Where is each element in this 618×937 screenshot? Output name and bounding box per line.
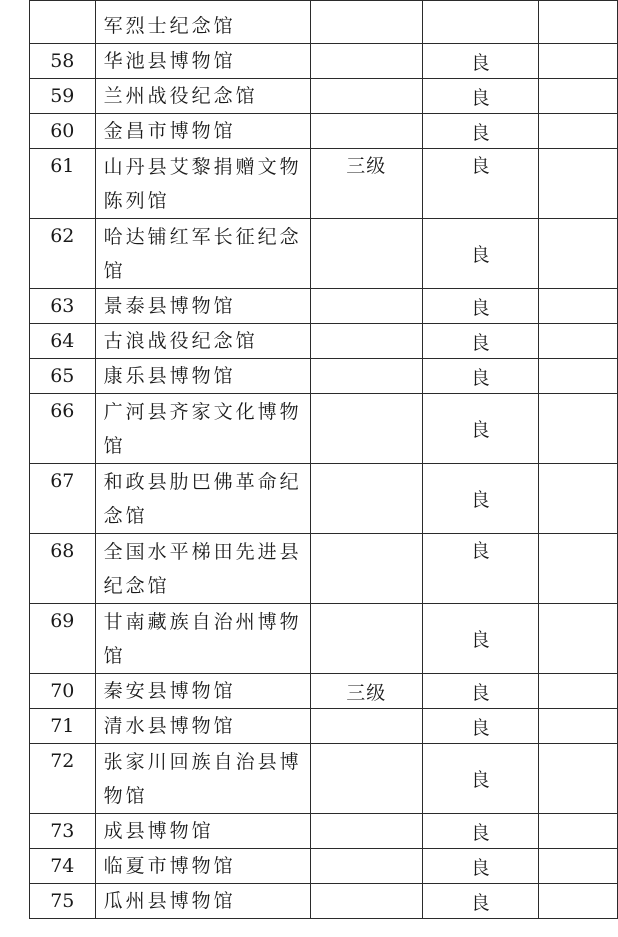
row-number-text: 61 <box>50 155 75 177</box>
note-cell <box>538 674 617 709</box>
row-number-cell <box>30 359 96 394</box>
assessment-grade-cell <box>422 394 538 464</box>
museum-name-cell <box>95 674 310 709</box>
museum-name-text: 景泰县博物馆 <box>103 295 236 317</box>
museum-level-cell <box>310 674 422 709</box>
row-number-text: 69 <box>50 610 75 632</box>
assessment-grade-text: 良 <box>470 331 490 354</box>
museum-level-cell <box>310 219 422 289</box>
note-cell <box>538 44 617 79</box>
assessment-grade-text: 良 <box>470 769 490 791</box>
museum-name-cell <box>95 884 310 919</box>
table-row <box>30 149 618 219</box>
museum-name-text: 张家川回族自治县博物馆 <box>103 750 302 807</box>
table-row <box>30 359 618 394</box>
assessment-grade-cell <box>422 149 538 219</box>
row-number-cell <box>30 394 96 464</box>
museum-name-text: 甘南藏族自治州博物馆 <box>103 610 302 667</box>
table-row <box>30 674 618 709</box>
museum-name-cell <box>95 464 310 534</box>
row-number-cell <box>30 674 96 709</box>
row-number-text: 70 <box>50 680 75 702</box>
note-cell <box>538 744 617 814</box>
assessment-grade-cell <box>422 884 538 919</box>
assessment-grade-text: 良 <box>470 540 490 562</box>
row-number-text: 75 <box>50 890 75 912</box>
table-row <box>30 464 618 534</box>
museum-name-cell <box>95 709 310 744</box>
row-number-cell <box>30 709 96 744</box>
assessment-grade-cell <box>422 79 538 114</box>
museum-level-text: 三级 <box>346 155 387 177</box>
note-cell <box>538 359 617 394</box>
assessment-grade-cell <box>422 44 538 79</box>
assessment-grade-cell <box>422 219 538 289</box>
table-row <box>30 44 618 79</box>
assessment-grade-cell <box>422 604 538 674</box>
note-cell <box>538 814 617 849</box>
table-row <box>30 814 618 849</box>
note-cell <box>538 1 617 44</box>
museum-name-cell <box>95 534 310 604</box>
table-row <box>30 79 618 114</box>
row-number-text: 68 <box>50 540 75 562</box>
table-row <box>30 289 618 324</box>
assessment-grade-cell <box>422 1 538 44</box>
row-number-cell <box>30 1 96 44</box>
museum-name-cell <box>95 814 310 849</box>
table-row <box>30 534 618 604</box>
row-number-cell <box>30 464 96 534</box>
museum-name-cell <box>95 394 310 464</box>
museum-name-text: 临夏市博物馆 <box>103 855 236 877</box>
assessment-grade-cell <box>422 709 538 744</box>
note-cell <box>538 394 617 464</box>
museum-name-cell <box>95 114 310 149</box>
museum-level-cell <box>310 289 422 324</box>
assessment-grade-text: 良 <box>470 821 490 844</box>
museum-level-cell <box>310 604 422 674</box>
note-cell <box>538 604 617 674</box>
assessment-grade-text: 良 <box>470 296 490 319</box>
museum-name-text: 金昌市博物馆 <box>103 120 236 142</box>
assessment-grade-text: 良 <box>470 244 490 266</box>
assessment-grade-cell <box>422 534 538 604</box>
museum-level-cell <box>310 149 422 219</box>
row-number-cell <box>30 79 96 114</box>
row-number-text: 66 <box>50 400 75 422</box>
assessment-grade-text: 良 <box>470 489 490 511</box>
row-number-cell <box>30 814 96 849</box>
assessment-grade-text: 良 <box>470 629 490 651</box>
museum-name-text: 康乐县博物馆 <box>103 365 236 387</box>
museum-level-cell <box>310 359 422 394</box>
museum-name-text: 山丹县艾黎捐赠文物陈列馆 <box>103 155 302 212</box>
note-cell <box>538 324 617 359</box>
museum-name-text: 古浪战役纪念馆 <box>103 330 258 352</box>
note-cell <box>538 709 617 744</box>
museum-name-cell <box>95 1 310 44</box>
table-row <box>30 219 618 289</box>
note-cell <box>538 534 617 604</box>
table-row <box>30 884 618 919</box>
museum-name-text: 成县博物馆 <box>103 820 214 842</box>
table-row <box>30 394 618 464</box>
museum-level-cell <box>310 744 422 814</box>
assessment-grade-cell <box>422 744 538 814</box>
museum-name-cell <box>95 289 310 324</box>
museum-name-cell <box>95 44 310 79</box>
assessment-grade-cell <box>422 814 538 849</box>
row-number-cell <box>30 289 96 324</box>
museum-name-cell <box>95 149 310 219</box>
museum-name-cell <box>95 219 310 289</box>
museum-name-text: 秦安县博物馆 <box>103 680 236 702</box>
assessment-grade-text: 良 <box>470 856 490 879</box>
row-number-cell <box>30 849 96 884</box>
museum-level-cell <box>310 324 422 359</box>
row-number-cell <box>30 604 96 674</box>
museum-name-text: 兰州战役纪念馆 <box>103 85 258 107</box>
museum-level-cell <box>310 394 422 464</box>
assessment-grade-text: 良 <box>470 419 490 441</box>
row-number-text: 71 <box>50 715 75 737</box>
table-row <box>30 849 618 884</box>
row-number-text: 65 <box>50 365 75 387</box>
assessment-grade-cell <box>422 114 538 149</box>
museum-level-cell <box>310 79 422 114</box>
row-number-text: 60 <box>50 120 75 142</box>
assessment-grade-cell <box>422 359 538 394</box>
assessment-grade-text: 良 <box>470 891 490 914</box>
note-cell <box>538 849 617 884</box>
row-number-text: 67 <box>50 470 75 492</box>
table-row <box>30 604 618 674</box>
museum-name-cell <box>95 604 310 674</box>
row-number-text: 62 <box>50 225 75 247</box>
table-row <box>30 114 618 149</box>
assessment-grade-text: 良 <box>470 155 490 177</box>
assessment-grade-cell <box>422 289 538 324</box>
museum-name-cell <box>95 79 310 114</box>
row-number-cell <box>30 884 96 919</box>
museum-name-cell <box>95 849 310 884</box>
museum-name-text: 清水县博物馆 <box>103 715 236 737</box>
museum-level-cell <box>310 114 422 149</box>
row-number-cell <box>30 744 96 814</box>
museum-name-text: 和政县肋巴佛革命纪念馆 <box>103 470 302 527</box>
museum-level-cell <box>310 709 422 744</box>
table-row <box>30 744 618 814</box>
assessment-grade-text: 良 <box>470 716 490 739</box>
note-cell <box>538 114 617 149</box>
museum-name-text: 广河县齐家文化博物馆 <box>103 400 302 457</box>
table-row <box>30 709 618 744</box>
museum-table-body <box>30 1 618 919</box>
row-number-cell <box>30 44 96 79</box>
row-number-text: 74 <box>50 855 75 877</box>
table-row <box>30 1 618 44</box>
museum-level-cell <box>310 534 422 604</box>
note-cell <box>538 149 617 219</box>
row-number-text: 59 <box>50 85 75 107</box>
row-number-text: 73 <box>50 820 75 842</box>
assessment-grade-text: 良 <box>470 51 490 74</box>
note-cell <box>538 219 617 289</box>
note-cell <box>538 464 617 534</box>
assessment-grade-text: 良 <box>470 366 490 389</box>
museum-name-cell <box>95 744 310 814</box>
row-number-cell <box>30 114 96 149</box>
row-number-cell <box>30 534 96 604</box>
museum-name-text: 华池县博物馆 <box>103 50 236 72</box>
museum-level-cell <box>310 849 422 884</box>
museum-level-text: 三级 <box>346 681 387 704</box>
row-number-cell <box>30 324 96 359</box>
museum-name-cell <box>95 324 310 359</box>
row-number-text: 64 <box>50 330 75 352</box>
row-number-text: 72 <box>50 750 75 772</box>
assessment-grade-cell <box>422 674 538 709</box>
museum-name-text: 瓜州县博物馆 <box>103 890 236 912</box>
museum-name-text: 全国水平梯田先进县纪念馆 <box>103 540 302 597</box>
row-number-cell <box>30 149 96 219</box>
museum-name-text: 军烈士纪念馆 <box>103 15 236 37</box>
museum-table <box>29 0 618 919</box>
museum-level-cell <box>310 464 422 534</box>
note-cell <box>538 79 617 114</box>
assessment-grade-cell <box>422 849 538 884</box>
assessment-grade-cell <box>422 464 538 534</box>
assessment-grade-cell <box>422 324 538 359</box>
museum-level-cell <box>310 44 422 79</box>
assessment-grade-text: 良 <box>470 681 490 704</box>
note-cell <box>538 289 617 324</box>
row-number-text: 58 <box>50 50 75 72</box>
row-number-cell <box>30 219 96 289</box>
museum-name-text: 哈达铺红军长征纪念馆 <box>103 225 302 282</box>
table-row <box>30 324 618 359</box>
row-number-text: 63 <box>50 295 75 317</box>
museum-level-cell <box>310 884 422 919</box>
museum-level-cell <box>310 814 422 849</box>
museum-name-cell <box>95 359 310 394</box>
assessment-grade-text: 良 <box>470 121 490 144</box>
assessment-grade-text: 良 <box>470 86 490 109</box>
museum-level-cell <box>310 1 422 44</box>
note-cell <box>538 884 617 919</box>
